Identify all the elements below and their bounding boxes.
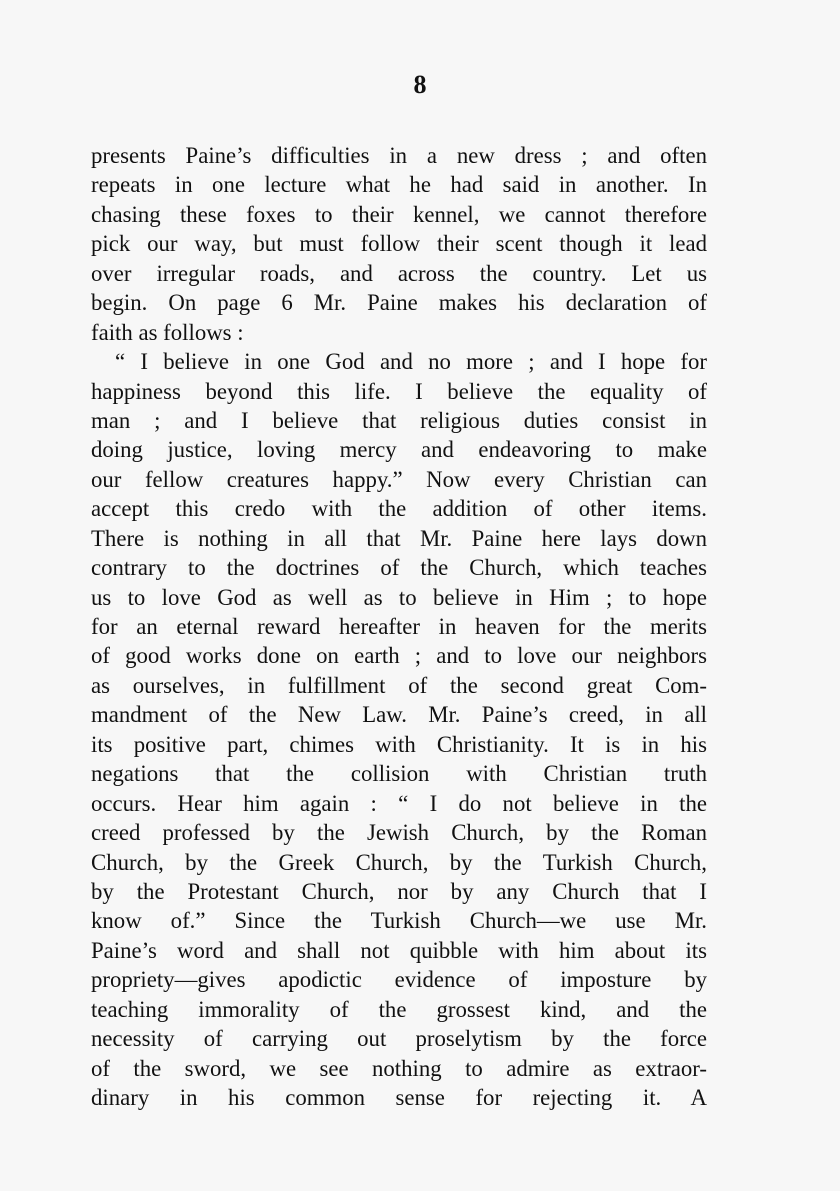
text-line: happiness beyond this life. I believe the equality of <box>91 378 707 404</box>
text-line: over irregular roads, and across the country. Let us <box>91 260 707 286</box>
text-line: of the sword, we see nothing to admire as extraor- <box>91 1055 707 1081</box>
text-line: as ourselves, in fulfillment of the second great Com- <box>91 672 707 698</box>
text-line: There is nothing in all that Mr. Paine here lays down <box>91 525 707 551</box>
text-line: pick our way, but must follow their scent though it lead <box>91 231 707 257</box>
text-line: presents Paine’s difficulties in a new dress ; and often <box>91 143 707 168</box>
text-line: occurs. Hear him again : “ I do not believe in the <box>91 790 707 816</box>
text-line: mandment of the New Law. Mr. Paine’s creed, in all <box>91 702 707 728</box>
text-line: begin. On page 6 Mr. Paine makes his declaration of <box>91 290 707 316</box>
text-line: contrary to the doctrines of the Church, which teaches <box>91 555 707 581</box>
text-line: teaching immorality of the grossest kind, and the <box>91 996 707 1022</box>
text-line: for an eternal reward hereafter in heaven for the merits <box>91 614 707 639</box>
text-line: our fellow creatures happy.” Now every Christian can <box>91 466 707 492</box>
text-line: us to love God as well as to believe in Him ; to hope <box>91 584 707 610</box>
text-line: “ I believe in one God and no more ; and I hope for <box>115 349 707 375</box>
text-line: of good works done on earth ; and to love our neighbors <box>91 643 707 669</box>
body-text <box>91 141 707 1112</box>
text-line: creed professed by the Jewish Church, by the Roman <box>91 820 707 846</box>
text-line: man ; and I believe that religious duties consist in <box>91 407 707 433</box>
text-line: faith as follows : <box>91 319 244 345</box>
text-line: negations that the collision with Christian truth <box>91 761 707 787</box>
text-line: doing justice, loving mercy and endeavoring to make <box>91 437 707 463</box>
text-line: accept this credo with the addition of other items. <box>91 496 707 522</box>
text-line: know of.” Since the Turkish Church—we use Mr. <box>91 908 707 934</box>
text-line: repeats in one lecture what he had said in another. In <box>91 172 707 198</box>
text-line: dinary in his common sense for rejecting it. A <box>91 1085 707 1110</box>
text-line: propriety—gives apodictic evidence of imposture by <box>91 967 707 993</box>
text-line: Church, by the Greek Church, by the Turkish Church, <box>91 849 707 875</box>
text-line: by the Protestant Church, nor by any Church that I <box>91 878 707 904</box>
text-line: Paine’s word and shall not quibble with him about its <box>91 937 707 963</box>
page-number: 8 <box>413 70 427 99</box>
text-line: necessity of carrying out proselytism by the force <box>91 1026 707 1052</box>
text-line: its positive part, chimes with Christianity. It is in his <box>91 731 707 757</box>
text-line: chasing these foxes to their kennel, we cannot therefore <box>91 201 707 227</box>
